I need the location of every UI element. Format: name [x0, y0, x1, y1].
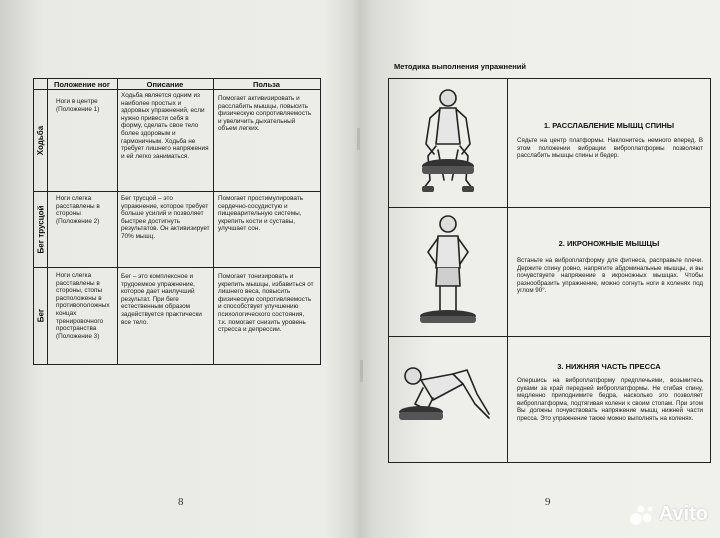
left-page	[0, 0, 358, 538]
header-position: Положение ног	[54, 80, 110, 89]
exercise-title: 3. НИЖНЯЯ ЧАСТЬ ПРЕССА	[557, 362, 661, 371]
row-description: Бег трусцой – это упражнение, которое требует больше усилий и позволяет быстрее достигнуть результатов. Он активизирует 70% мышц.	[121, 195, 210, 240]
row-label-walking: Ходьба	[36, 125, 45, 156]
exercise-title: 2. ИКРОНОЖНЫЕ МЫШЦЫ	[558, 239, 660, 248]
table-divider	[213, 79, 214, 364]
exercise-text: Сядьте на центр платформы. Наклонитесь немного вперед. В этом положении вибрации виброплатформы позволяют расслабить мышцы спины и бедер.	[517, 137, 703, 160]
table-divider	[34, 267, 320, 268]
row-benefit: Помогает тонизировать и укрепить мышцы, избавиться от лишнего веса, повысить физическую сопротивляемость и способствует улучшению психологического состояния, т.к. помогает снизить уровень стресса и депрессии.	[218, 273, 314, 334]
page-title: Методика выполнения упражнений	[394, 62, 526, 71]
row-position: Ноги в центре (Положение 1)	[56, 98, 100, 113]
staple	[357, 128, 360, 150]
right-page	[362, 0, 720, 538]
table-divider	[117, 79, 118, 364]
page-number-left: 8	[178, 496, 184, 508]
exercise-grid	[388, 78, 711, 463]
exercise-text: Опершись на виброплатформу предплечьями, возьмитесь руками за край передней виброплатформы. Не сгибая спину, медленно приподнимите бедра, насколько это позволяет виброплатформа, подтягивая колени к своим стопам. При этом Вы должны почувствовать напряжение мышц нижней части пресса. Это упражнение также можно выполнять на коленях.	[517, 377, 703, 422]
plank-person-icon	[389, 336, 507, 462]
seated-person-icon	[389, 79, 507, 207]
page-number-right: 9	[545, 496, 551, 508]
watermark-text: Avito	[658, 503, 708, 525]
table-divider	[47, 79, 48, 364]
row-description: Бег – это комплексное и трудоемкое упражнение, которое дает наилучший результат. При беге естественным образом задействуется практически все тело.	[121, 273, 202, 326]
grid-divider	[507, 79, 508, 462]
row-label-running: Бег	[36, 308, 45, 323]
row-position: Ноги слегка расставлены в стороны, стопы расположены в противоположных концах тренировочного пространства (Положение 3)	[56, 272, 110, 340]
header-benefit: Польза	[253, 80, 280, 89]
standing-person-icon	[389, 207, 507, 336]
header-description: Описание	[146, 80, 184, 89]
row-benefit: Помогает активизировать и расслабить мышцы, повысить физическую сопротивляемость и увеличить дыхательный объем легких.	[218, 95, 312, 133]
table-header	[34, 79, 320, 90]
exercise-text: Встаньте на виброплатформу для фитнеса, расправьте плечи. Держите спину ровно, напрягите абдоминальные мышцы, и вы почувствуете напряжение в икроножных мышцах. Чтобы разнообразить упражнение, можно согнуть ноги в коленях под углом 90°.	[517, 257, 703, 295]
row-benefit: Помогает простимулировать сердечно-сосудистую и пищеварительную системы, укрепить кости и суставы, улучшает сон.	[218, 195, 304, 233]
row-label-jogging: Бег трусцой	[36, 205, 45, 253]
exercise-table	[33, 78, 321, 365]
exercise-title: 1. РАССЛАБЛЕНИЕ МЫШЦ СПИНЫ	[543, 121, 675, 130]
row-position: Ноги слегка расставлены в стороны (Положение 2)	[56, 195, 100, 225]
avito-watermark	[629, 503, 708, 526]
row-description: Ходьба является одним из наиболее простых и здоровых упражнений, если нужно привести себя в форму, сделать свое тело более здоровым и гармоничным. Ходьба не требует лишнего напряжения и ей легко заниматься.	[121, 92, 209, 160]
avito-logo-icon	[629, 504, 655, 526]
table-divider	[34, 191, 320, 192]
